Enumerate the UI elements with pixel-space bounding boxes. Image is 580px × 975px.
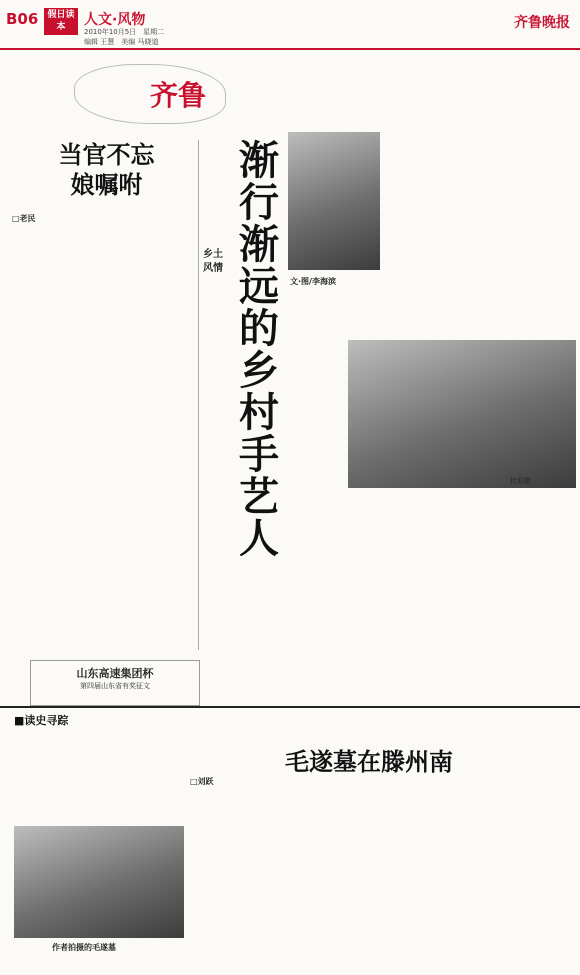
column-body [12, 225, 102, 630]
feature-body [480, 495, 568, 690]
editor-credits: 编辑 王慧 美编 马晓道 [84, 38, 159, 46]
section-rule [0, 706, 580, 708]
column-author: □老民 [12, 214, 36, 223]
masthead-rule [0, 48, 580, 50]
column-title [14, 140, 199, 200]
feature-side-label: 乡土风情 [203, 249, 223, 274]
article-author: □刘跃 [190, 777, 214, 786]
article-column [188, 786, 281, 966]
ornament-text: 齐鲁 [150, 79, 207, 112]
craftsman-photo [288, 132, 380, 270]
feature-body [204, 495, 292, 690]
column-body [104, 225, 194, 630]
feature-lower-body [204, 495, 574, 690]
column-title-line: 娘嘱咐 [70, 171, 143, 199]
feature-body [478, 68, 571, 333]
page-code: B06 [6, 10, 39, 28]
feature-author: 文·图/李海滨 [290, 277, 336, 286]
issue-date: 2010年10月5日 星期二 [84, 28, 165, 36]
feature-body [388, 495, 476, 690]
newspaper-logo: 齐鲁晚报 [514, 15, 570, 31]
section-badge: 假日读本 [44, 8, 78, 35]
article-body [188, 786, 576, 966]
workshop-photo [348, 340, 576, 488]
sponsor-box [30, 660, 200, 706]
feature-body [290, 335, 344, 495]
column-divider [198, 140, 199, 650]
sponsor-title: 山东高速集团杯 [76, 667, 154, 680]
article-column [382, 786, 475, 966]
feature-body [296, 495, 384, 690]
feature-headline: 渐行渐远的乡村手艺人 [239, 138, 279, 562]
section-tag: ■读史寻踪 [14, 714, 69, 727]
section-name: 人文·风物 [84, 12, 146, 28]
feature-body [290, 292, 382, 332]
sponsor-subtitle: 第四届山东省有奖征文 [80, 682, 150, 690]
article-title: 毛遂墓在滕州南 [285, 748, 453, 776]
tomb-photo-caption: 作者拍摄的毛遂墓 [52, 943, 116, 952]
tomb-photo [14, 826, 184, 938]
feature-body [382, 68, 475, 333]
article-column [285, 786, 378, 966]
article-column [479, 786, 572, 966]
column-title-line: 当官不忘 [58, 141, 155, 169]
photo-credit: 杜迎摄 [510, 477, 531, 485]
